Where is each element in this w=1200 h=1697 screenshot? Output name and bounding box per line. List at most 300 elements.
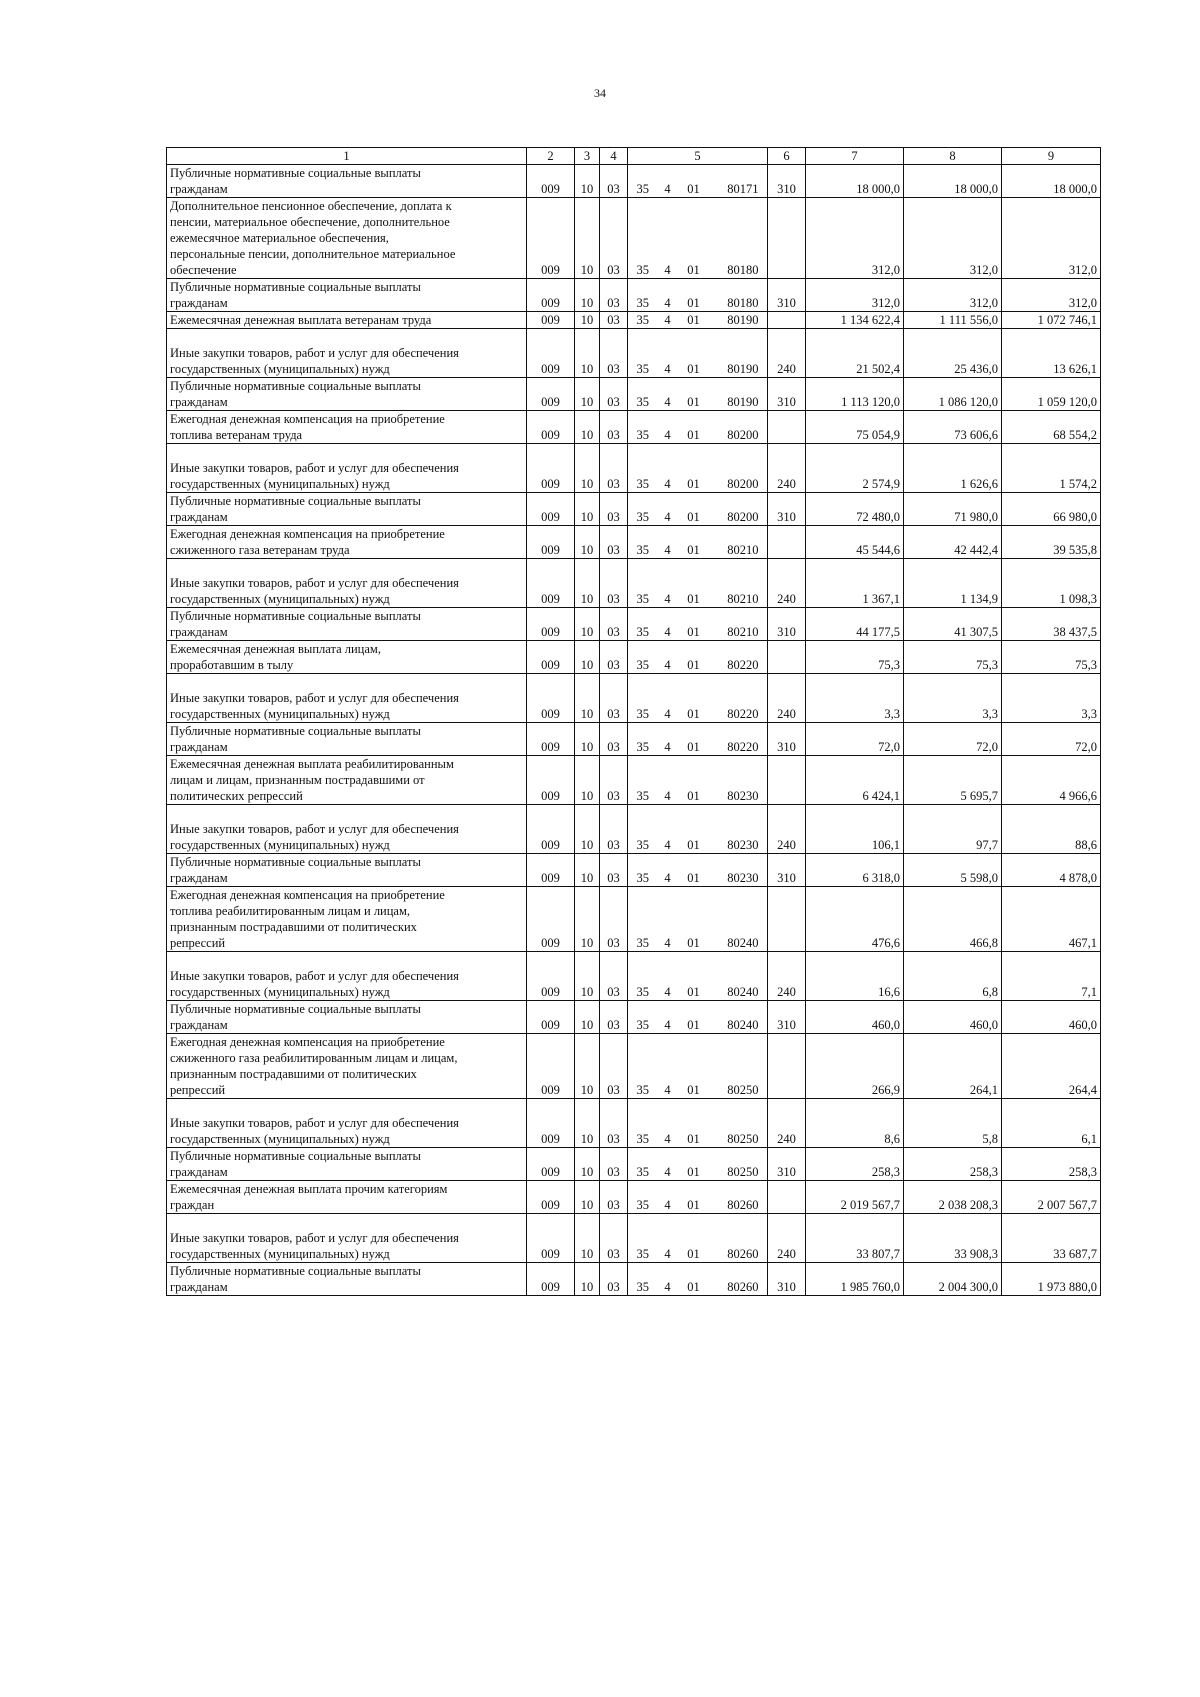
row-name-line: пенсии, материальное обеспечение, дополнительное xyxy=(170,215,450,229)
row-name xyxy=(167,1263,527,1296)
amount-year-2: 5,8 xyxy=(904,1099,1002,1148)
target-article-code xyxy=(628,887,768,952)
section-code: 10 xyxy=(575,1034,600,1099)
target-article-code xyxy=(628,1034,768,1099)
amount-year-3: 312,0 xyxy=(1002,279,1101,312)
row-name-line: признанным пострадавшими от политических xyxy=(170,1067,417,1081)
amount-year-1: 312,0 xyxy=(806,198,904,279)
row-name-line: признанным пострадавшими от политических xyxy=(170,920,417,934)
row-name-line: политических репрессий xyxy=(170,789,303,803)
code-part: 01 xyxy=(687,936,700,950)
amount-year-3: 88,6 xyxy=(1002,805,1101,854)
row-name-line: Иные закупки товаров, работ и услуг для обеспечения xyxy=(170,969,459,983)
code-part: 80260 xyxy=(727,1198,759,1212)
section-code: 10 xyxy=(575,165,600,198)
row-name-line: Иные закупки товаров, работ и услуг для обеспечения xyxy=(170,691,459,705)
ministry-code: 009 xyxy=(527,526,575,559)
code-part: 80200 xyxy=(727,428,759,442)
ministry-code: 009 xyxy=(527,952,575,1001)
code-part: 35 xyxy=(636,789,649,803)
code-part: 01 xyxy=(687,428,700,442)
amount-year-1: 476,6 xyxy=(806,887,904,952)
row-name-line: Публичные нормативные социальные выплаты xyxy=(170,609,421,623)
amount-year-3: 13 626,1 xyxy=(1002,329,1101,378)
section-code: 10 xyxy=(575,329,600,378)
ministry-code: 009 xyxy=(527,1263,575,1296)
ministry-code: 009 xyxy=(527,805,575,854)
amount-year-1: 33 807,7 xyxy=(806,1214,904,1263)
code-part: 80260 xyxy=(727,1247,759,1261)
code-part: 80230 xyxy=(727,838,759,852)
code-part: 4 xyxy=(664,625,671,639)
expense-type-code: 310 xyxy=(768,854,806,887)
amount-year-1: 45 544,6 xyxy=(806,526,904,559)
row-name-line: государственных (муниципальных) нужд xyxy=(170,707,390,721)
amount-year-3: 33 687,7 xyxy=(1002,1214,1101,1263)
row-name-line xyxy=(170,444,523,460)
table-row xyxy=(167,887,1101,952)
code-part: 4 xyxy=(664,313,671,327)
target-article-code xyxy=(628,279,768,312)
section-code: 10 xyxy=(575,887,600,952)
expense-type-code: 240 xyxy=(768,329,806,378)
code-part: 35 xyxy=(636,740,649,754)
section-code: 10 xyxy=(575,1181,600,1214)
target-article-code xyxy=(628,559,768,608)
code-part: 01 xyxy=(687,263,700,277)
subsection-code: 03 xyxy=(600,411,628,444)
amount-year-3: 39 535,8 xyxy=(1002,526,1101,559)
row-name xyxy=(167,1034,527,1099)
table-row xyxy=(167,608,1101,641)
code-part: 4 xyxy=(664,1198,671,1212)
amount-year-1: 21 502,4 xyxy=(806,329,904,378)
row-name-line xyxy=(170,329,523,345)
amount-year-1: 6 424,1 xyxy=(806,756,904,805)
ministry-code: 009 xyxy=(527,1001,575,1034)
row-name-line: топлива ветеранам труда xyxy=(170,428,303,442)
section-code: 10 xyxy=(575,952,600,1001)
code-part: 4 xyxy=(664,1165,671,1179)
code-part: 4 xyxy=(664,510,671,524)
target-article-code xyxy=(628,378,768,411)
subsection-code: 03 xyxy=(600,378,628,411)
amount-year-1: 2 019 567,7 xyxy=(806,1181,904,1214)
code-part: 01 xyxy=(687,838,700,852)
amount-year-2: 312,0 xyxy=(904,198,1002,279)
code-part: 80230 xyxy=(727,871,759,885)
row-name-line: сжиженного газа реабилитированным лицам и лицам, xyxy=(170,1051,458,1065)
subsection-code: 03 xyxy=(600,887,628,952)
amount-year-1: 75,3 xyxy=(806,641,904,674)
ministry-code: 009 xyxy=(527,198,575,279)
amount-year-3: 467,1 xyxy=(1002,887,1101,952)
column-header-6: 6 xyxy=(768,148,806,165)
ministry-code: 009 xyxy=(527,411,575,444)
row-name-line: гражданам xyxy=(170,296,228,310)
table-row xyxy=(167,378,1101,411)
code-part: 35 xyxy=(636,985,649,999)
page-number: 34 xyxy=(594,86,606,100)
expense-type-code: 240 xyxy=(768,1099,806,1148)
expense-type-code xyxy=(768,526,806,559)
row-name-line: Публичные нормативные социальные выплаты xyxy=(170,1264,421,1278)
row-name-line: Иные закупки товаров, работ и услуг для обеспечения xyxy=(170,461,459,475)
target-article-code xyxy=(628,526,768,559)
section-code: 10 xyxy=(575,1001,600,1034)
code-part: 4 xyxy=(664,1247,671,1261)
target-article-code xyxy=(628,641,768,674)
code-part: 80260 xyxy=(727,1280,759,1294)
target-article-code xyxy=(628,1263,768,1296)
code-part: 4 xyxy=(664,182,671,196)
table-row xyxy=(167,198,1101,279)
code-part: 4 xyxy=(664,985,671,999)
amount-year-2: 1 134,9 xyxy=(904,559,1002,608)
expense-type-code xyxy=(768,1034,806,1099)
code-part: 4 xyxy=(664,658,671,672)
table-row xyxy=(167,805,1101,854)
code-part: 01 xyxy=(687,1018,700,1032)
amount-year-1: 1 134 622,4 xyxy=(806,312,904,329)
row-name-line: Публичные нормативные социальные выплаты xyxy=(170,280,421,294)
section-code: 10 xyxy=(575,1214,600,1263)
column-header-7: 7 xyxy=(806,148,904,165)
code-part: 80250 xyxy=(727,1132,759,1146)
code-part: 4 xyxy=(664,1083,671,1097)
code-part: 80210 xyxy=(727,592,759,606)
section-code: 10 xyxy=(575,641,600,674)
row-name-line: гражданам xyxy=(170,1165,228,1179)
amount-year-1: 72 480,0 xyxy=(806,493,904,526)
code-part: 80190 xyxy=(727,313,759,327)
code-part: 35 xyxy=(636,543,649,557)
expense-type-code: 310 xyxy=(768,1001,806,1034)
code-part: 80220 xyxy=(727,707,759,721)
section-code: 10 xyxy=(575,198,600,279)
target-article-code xyxy=(628,411,768,444)
ministry-code: 009 xyxy=(527,378,575,411)
row-name-line: Дополнительное пенсионное обеспечение, доплата к xyxy=(170,199,452,213)
code-part: 35 xyxy=(636,263,649,277)
code-part: 01 xyxy=(687,985,700,999)
code-part: 35 xyxy=(636,1198,649,1212)
section-code: 10 xyxy=(575,756,600,805)
expense-type-code xyxy=(768,641,806,674)
code-part: 01 xyxy=(687,1083,700,1097)
amount-year-3: 1 574,2 xyxy=(1002,444,1101,493)
section-code: 10 xyxy=(575,1099,600,1148)
code-part: 01 xyxy=(687,1198,700,1212)
target-article-code xyxy=(628,444,768,493)
row-name xyxy=(167,608,527,641)
amount-year-1: 258,3 xyxy=(806,1148,904,1181)
amount-year-2: 42 442,4 xyxy=(904,526,1002,559)
section-code: 10 xyxy=(575,608,600,641)
code-part: 01 xyxy=(687,543,700,557)
code-part: 01 xyxy=(687,1280,700,1294)
row-name-line: репрессий xyxy=(170,1083,226,1097)
code-part: 35 xyxy=(636,1132,649,1146)
code-part: 80240 xyxy=(727,985,759,999)
section-code: 10 xyxy=(575,279,600,312)
amount-year-3: 312,0 xyxy=(1002,198,1101,279)
expense-type-code xyxy=(768,411,806,444)
amount-year-2: 264,1 xyxy=(904,1034,1002,1099)
section-code: 10 xyxy=(575,312,600,329)
code-part: 01 xyxy=(687,592,700,606)
expense-type-code: 310 xyxy=(768,378,806,411)
table-row xyxy=(167,1099,1101,1148)
table-row xyxy=(167,723,1101,756)
code-part: 4 xyxy=(664,740,671,754)
ministry-code: 009 xyxy=(527,444,575,493)
target-article-code xyxy=(628,674,768,723)
code-part: 4 xyxy=(664,707,671,721)
ministry-code: 009 xyxy=(527,165,575,198)
row-name-line: Ежегодная денежная компенсация на приобретение xyxy=(170,1035,445,1049)
row-name-line: государственных (муниципальных) нужд xyxy=(170,362,390,376)
row-name xyxy=(167,1148,527,1181)
table-body xyxy=(167,165,1101,1296)
amount-year-3: 1 072 746,1 xyxy=(1002,312,1101,329)
column-header-1: 1 xyxy=(167,148,527,165)
code-part: 01 xyxy=(687,477,700,491)
row-name-line: Иные закупки товаров, работ и услуг для обеспечения xyxy=(170,576,459,590)
amount-year-3: 460,0 xyxy=(1002,1001,1101,1034)
amount-year-3: 7,1 xyxy=(1002,952,1101,1001)
row-name-line: Ежегодная денежная компенсация на приобретение xyxy=(170,888,445,902)
amount-year-3: 3,3 xyxy=(1002,674,1101,723)
expense-type-code: 240 xyxy=(768,559,806,608)
subsection-code: 03 xyxy=(600,329,628,378)
amount-year-1: 266,9 xyxy=(806,1034,904,1099)
row-name xyxy=(167,165,527,198)
row-name-line: Ежегодная денежная компенсация на приобретение xyxy=(170,527,445,541)
amount-year-1: 75 054,9 xyxy=(806,411,904,444)
code-part: 4 xyxy=(664,1132,671,1146)
table-row xyxy=(167,165,1101,198)
amount-year-1: 1 113 120,0 xyxy=(806,378,904,411)
row-name-line: Иные закупки товаров, работ и услуг для обеспечения xyxy=(170,1116,459,1130)
row-name-line: Иные закупки товаров, работ и услуг для обеспечения xyxy=(170,822,459,836)
amount-year-1: 8,6 xyxy=(806,1099,904,1148)
row-name-line: лицам и лицам, признанным пострадавшими от xyxy=(170,773,425,787)
code-part: 80180 xyxy=(727,263,759,277)
subsection-code: 03 xyxy=(600,312,628,329)
table-row xyxy=(167,312,1101,329)
table-row xyxy=(167,756,1101,805)
row-name xyxy=(167,559,527,608)
subsection-code: 03 xyxy=(600,756,628,805)
amount-year-2: 73 606,6 xyxy=(904,411,1002,444)
row-name-line: государственных (муниципальных) нужд xyxy=(170,1247,390,1261)
section-code: 10 xyxy=(575,854,600,887)
table-row xyxy=(167,854,1101,887)
budget-table xyxy=(166,147,1101,1296)
amount-year-2: 3,3 xyxy=(904,674,1002,723)
row-name-line: Публичные нормативные социальные выплаты xyxy=(170,1149,421,1163)
column-header-3: 3 xyxy=(575,148,600,165)
code-part: 80240 xyxy=(727,936,759,950)
section-code: 10 xyxy=(575,493,600,526)
code-part: 4 xyxy=(664,789,671,803)
amount-year-1: 6 318,0 xyxy=(806,854,904,887)
code-part: 35 xyxy=(636,428,649,442)
row-name xyxy=(167,641,527,674)
target-article-code xyxy=(628,1148,768,1181)
code-part: 80240 xyxy=(727,1018,759,1032)
row-name xyxy=(167,493,527,526)
ministry-code: 009 xyxy=(527,312,575,329)
amount-year-2: 5 598,0 xyxy=(904,854,1002,887)
target-article-code xyxy=(628,312,768,329)
target-article-code xyxy=(628,1181,768,1214)
code-part: 80210 xyxy=(727,543,759,557)
subsection-code: 03 xyxy=(600,1001,628,1034)
row-name xyxy=(167,756,527,805)
amount-year-2: 258,3 xyxy=(904,1148,1002,1181)
code-part: 01 xyxy=(687,707,700,721)
code-part: 01 xyxy=(687,871,700,885)
subsection-code: 03 xyxy=(600,279,628,312)
table-row xyxy=(167,674,1101,723)
target-article-code xyxy=(628,329,768,378)
amount-year-3: 6,1 xyxy=(1002,1099,1101,1148)
amount-year-3: 68 554,2 xyxy=(1002,411,1101,444)
code-part: 4 xyxy=(664,838,671,852)
expense-type-code: 240 xyxy=(768,952,806,1001)
row-name-line: Ежегодная денежная компенсация на приобретение xyxy=(170,412,445,426)
amount-year-2: 1 111 556,0 xyxy=(904,312,1002,329)
row-name-line: Иные закупки товаров, работ и услуг для обеспечения xyxy=(170,346,459,360)
code-part: 35 xyxy=(636,936,649,950)
subsection-code: 03 xyxy=(600,444,628,493)
code-part: 4 xyxy=(664,263,671,277)
row-name-line: Публичные нормативные социальные выплаты xyxy=(170,855,421,869)
amount-year-3: 66 980,0 xyxy=(1002,493,1101,526)
code-part: 4 xyxy=(664,592,671,606)
ministry-code: 009 xyxy=(527,279,575,312)
subsection-code: 03 xyxy=(600,493,628,526)
table-row xyxy=(167,329,1101,378)
code-part: 80200 xyxy=(727,510,759,524)
subsection-code: 03 xyxy=(600,952,628,1001)
subsection-code: 03 xyxy=(600,1263,628,1296)
ministry-code: 009 xyxy=(527,887,575,952)
table-row xyxy=(167,559,1101,608)
amount-year-1: 1 367,1 xyxy=(806,559,904,608)
amount-year-1: 18 000,0 xyxy=(806,165,904,198)
target-article-code xyxy=(628,723,768,756)
row-name-line: государственных (муниципальных) нужд xyxy=(170,985,390,999)
subsection-code: 03 xyxy=(600,559,628,608)
target-article-code xyxy=(628,608,768,641)
amount-year-1: 16,6 xyxy=(806,952,904,1001)
ministry-code: 009 xyxy=(527,608,575,641)
amount-year-2: 75,3 xyxy=(904,641,1002,674)
row-name-line: персональные пенсии, дополнительное материальное xyxy=(170,247,456,261)
row-name xyxy=(167,279,527,312)
row-name xyxy=(167,378,527,411)
code-part: 01 xyxy=(687,1247,700,1261)
ministry-code: 009 xyxy=(527,674,575,723)
amount-year-2: 2 004 300,0 xyxy=(904,1263,1002,1296)
section-code: 10 xyxy=(575,559,600,608)
ministry-code: 009 xyxy=(527,493,575,526)
code-part: 35 xyxy=(636,871,649,885)
column-header-8: 8 xyxy=(904,148,1002,165)
code-part: 35 xyxy=(636,1018,649,1032)
target-article-code xyxy=(628,756,768,805)
row-name xyxy=(167,1181,527,1214)
row-name xyxy=(167,1001,527,1034)
row-name-line: гражданам xyxy=(170,510,228,524)
target-article-code xyxy=(628,1214,768,1263)
code-part: 80220 xyxy=(727,658,759,672)
table-row xyxy=(167,1148,1101,1181)
table-row xyxy=(167,279,1101,312)
expense-type-code: 310 xyxy=(768,165,806,198)
expense-type-code xyxy=(768,887,806,952)
code-part: 01 xyxy=(687,625,700,639)
table-row xyxy=(167,1214,1101,1263)
subsection-code: 03 xyxy=(600,526,628,559)
expense-type-code: 310 xyxy=(768,1148,806,1181)
section-code: 10 xyxy=(575,805,600,854)
ministry-code: 009 xyxy=(527,559,575,608)
target-article-code xyxy=(628,854,768,887)
table-row xyxy=(167,411,1101,444)
table-row xyxy=(167,1001,1101,1034)
amount-year-1: 460,0 xyxy=(806,1001,904,1034)
code-part: 01 xyxy=(687,313,700,327)
target-article-code xyxy=(628,198,768,279)
subsection-code: 03 xyxy=(600,674,628,723)
amount-year-3: 38 437,5 xyxy=(1002,608,1101,641)
row-name xyxy=(167,887,527,952)
row-name xyxy=(167,198,527,279)
code-part: 80190 xyxy=(727,395,759,409)
row-name xyxy=(167,674,527,723)
table-row xyxy=(167,444,1101,493)
expense-type-code xyxy=(768,312,806,329)
row-name-line: топлива реабилитированным лицам и лицам, xyxy=(170,904,411,918)
amount-year-2: 25 436,0 xyxy=(904,329,1002,378)
code-part: 35 xyxy=(636,1083,649,1097)
amount-year-2: 1 626,6 xyxy=(904,444,1002,493)
row-name-line: гражданам xyxy=(170,182,228,196)
row-name-line: граждан xyxy=(170,1198,215,1212)
code-part: 35 xyxy=(636,313,649,327)
code-part: 35 xyxy=(636,1280,649,1294)
amount-year-2: 5 695,7 xyxy=(904,756,1002,805)
amount-year-3: 75,3 xyxy=(1002,641,1101,674)
code-part: 4 xyxy=(664,395,671,409)
subsection-code: 03 xyxy=(600,608,628,641)
column-header-2: 2 xyxy=(527,148,575,165)
section-code: 10 xyxy=(575,444,600,493)
ministry-code: 009 xyxy=(527,1034,575,1099)
row-name-line: гражданам xyxy=(170,871,228,885)
expense-type-code: 240 xyxy=(768,1214,806,1263)
subsection-code: 03 xyxy=(600,854,628,887)
code-part: 80220 xyxy=(727,740,759,754)
row-name-line xyxy=(170,1214,523,1230)
code-part: 4 xyxy=(664,871,671,885)
amount-year-2: 460,0 xyxy=(904,1001,1002,1034)
row-name-line: Публичные нормативные социальные выплаты xyxy=(170,166,421,180)
